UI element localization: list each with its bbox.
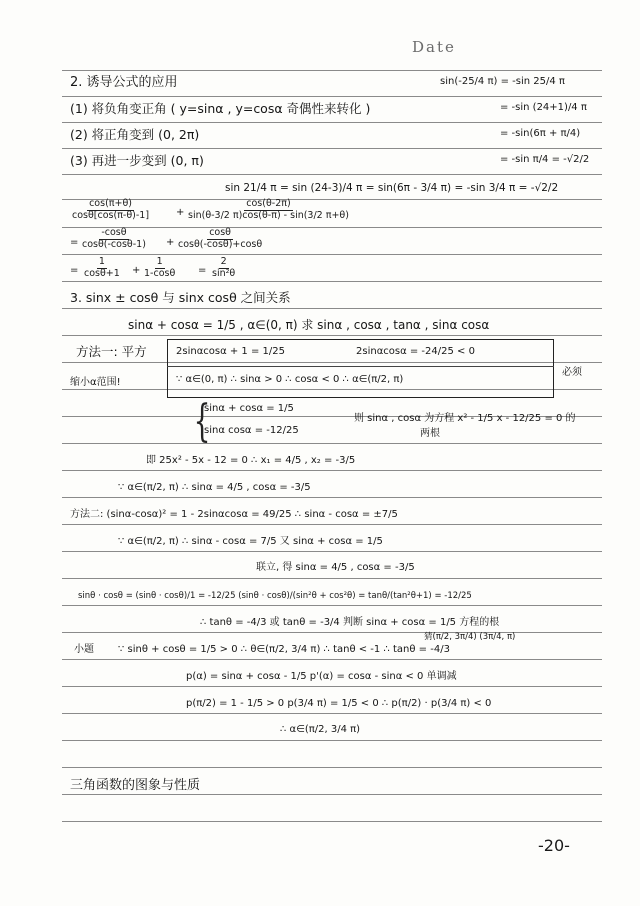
method-2-line-b: ∵ α∈(π/2, π) ∴ sinα - cosα = 7/5 又 sinα + cosα = 1/5 xyxy=(118,536,383,547)
equals-sign: = xyxy=(70,237,79,248)
fraction-4-denominator: cosθ(-cosθ)+cosθ xyxy=(178,238,263,250)
since-line: ∵ α∈(π/2, π) ∴ sinα = 4/5 , cosα = -3/5 xyxy=(118,482,311,493)
fraction-3-numerator: -cosθ xyxy=(101,227,127,238)
ruled-line xyxy=(62,122,602,123)
ruled-line xyxy=(62,605,602,606)
ruled-line xyxy=(62,713,602,714)
tan-line-2: ∴ tanθ = -4/3 或 tanθ = -3/4 判断 sinα + cosα = 1/5 方程的根 xyxy=(200,617,500,628)
fraction-1 xyxy=(70,199,151,222)
fraction-6-numerator: 1 xyxy=(156,256,163,267)
ruled-line xyxy=(62,335,602,336)
worked-result-5: sin 21/4 π = sin (24-3)/4 π = sin(6π - 3/4 π) = -sin 3/4 π = -√2/2 xyxy=(225,182,559,194)
fraction-6 xyxy=(142,257,177,280)
worked-result-3: = -sin(6π + π/4) xyxy=(500,128,581,139)
fraction-1-denominator: cosθ[cos(π-θ)-1] xyxy=(72,209,150,221)
ruled-line xyxy=(62,659,602,660)
equals-sign: = xyxy=(70,265,79,276)
fraction-6-denominator: 1-cosθ xyxy=(144,267,176,279)
problem-statement: sinα + cosα = 1/5 , α∈(0, π) 求 sinα , cosα , tanα , sinα cosα xyxy=(128,318,490,332)
p-values-line: p(π/2) = 1 - 1/5 > 0 p(3/4 π) = 1/5 < 0 ∴ p(π/2) · p(3/4 π) < 0 xyxy=(186,698,492,709)
ruled-line xyxy=(62,174,602,175)
fraction-2 xyxy=(186,199,351,222)
ruled-line xyxy=(62,443,602,444)
section-2-step-3: (3) 再进一步变到 (0, π) xyxy=(70,153,204,168)
ruled-line xyxy=(62,686,602,687)
plus-sign: + xyxy=(166,237,175,248)
fraction-7 xyxy=(210,257,237,280)
fraction-3-denominator: cosθ(-cosθ-1) xyxy=(82,238,146,250)
must-note: 必须 xyxy=(562,367,582,378)
tan-line-1: sinθ · cosθ = (sinθ · cosθ)/1 = -12/25 (sinθ · cosθ)/(sin²θ + cos²θ) = tanθ/(tan²θ+1) = -12/25 xyxy=(78,591,472,601)
ruled-line xyxy=(62,497,602,498)
ruled-line xyxy=(62,308,602,309)
ruled-line xyxy=(62,70,602,71)
method-1-label: 方法一: 平方 xyxy=(76,344,147,359)
system-eq-1: sinα + cosα = 1/5 xyxy=(204,403,294,414)
section-2-step-1: (1) 将负角变正角 ( y=sinα , y=cosα 奇偶性来转化 ) xyxy=(70,101,371,116)
worked-result-1: sin(-25/4 π) = -sin 25/4 π xyxy=(440,76,565,87)
date-header: Date xyxy=(412,38,456,56)
fraction-4-numerator: cosθ xyxy=(209,227,231,238)
fraction-7-denominator: sin²θ xyxy=(212,267,236,279)
fraction-4 xyxy=(176,228,264,251)
method-1-eq-2: 2sinαcosα = -24/25 < 0 xyxy=(356,346,475,357)
worked-result-4: = -sin π/4 = -√2/2 xyxy=(500,154,590,165)
alpha-range-line: ∴ α∈(π/2, 3/4 π) xyxy=(280,724,361,735)
fraction-7-numerator: 2 xyxy=(220,256,227,267)
ruled-line xyxy=(62,148,602,149)
shrink-range-note: 缩小α范围! xyxy=(70,377,121,388)
method-1-range: ∵ α∈(0, π) ∴ sinα > 0 ∴ cosα < 0 ∴ α∈(π/2, π) xyxy=(176,374,404,385)
system-eq-2: sinα cosα = -12/25 xyxy=(204,425,299,436)
method-1-eq-1: 2sinαcosα + 1 = 1/25 xyxy=(176,346,285,357)
plus-sign: + xyxy=(176,207,185,218)
ruled-line xyxy=(62,632,602,633)
ruled-line xyxy=(62,740,602,741)
box-divider xyxy=(167,366,554,367)
fraction-5-denominator: cosθ+1 xyxy=(84,267,120,279)
fraction-2-denominator: sin(θ-3/2 π)cos(θ-π) - sin(3/2 π+θ) xyxy=(188,209,349,221)
section-3-title: 3. sinx ± cosθ 与 sinx cosθ 之间关系 xyxy=(70,290,291,305)
tan-note: 猜(π/2, 3π/4) (3π/4, π) xyxy=(424,632,516,642)
ruled-line xyxy=(62,794,602,795)
small-question-label: 小题 xyxy=(74,644,94,655)
system-brace: { xyxy=(193,396,211,447)
ruled-line xyxy=(62,551,602,552)
small-question-line: ∵ sinθ + cosθ = 1/5 > 0 ∴ θ∈(π/2, 3/4 π) ∴ tanθ < -1 ∴ tanθ = -4/3 xyxy=(118,644,450,655)
ruled-line xyxy=(62,821,602,822)
solve-line: 联立, 得 sinα = 4/5 , cosα = -3/5 xyxy=(256,562,415,573)
fraction-2-numerator: cos(θ-2π) xyxy=(246,198,291,209)
method-2-line: 方法二: (sinα-cosα)² = 1 - 2sinαcosα = 49/25 ∴ sinα - cosα = ±7/5 xyxy=(70,509,398,520)
system-note-2: 两根 xyxy=(420,428,440,439)
fraction-1-numerator: cos(π+θ) xyxy=(89,198,132,209)
worked-result-2: = -sin (24+1)/4 π xyxy=(500,102,587,113)
ruled-line xyxy=(62,524,602,525)
ruled-line xyxy=(62,254,602,255)
roots-line: 即 25x² - 5x - 12 = 0 ∴ x₁ = 4/5 , x₂ = -3/5 xyxy=(146,455,356,466)
section-4-title: 三角函数的图象与性质 xyxy=(70,778,201,793)
equals-sign: = xyxy=(198,265,207,276)
fraction-5 xyxy=(82,257,122,280)
section-2-step-2: (2) 将正角变到 (0, 2π) xyxy=(70,127,200,142)
fraction-3 xyxy=(80,228,148,251)
ruled-line xyxy=(62,281,602,282)
plus-sign: + xyxy=(132,265,141,276)
section-2-title: 2. 诱导公式的应用 xyxy=(70,75,178,90)
ruled-line xyxy=(62,578,602,579)
page-number: -20- xyxy=(538,836,570,855)
ruled-line xyxy=(62,470,602,471)
p-function-line: p(α) = sinα + cosα - 1/5 p'(α) = cosα - sinα < 0 单调减 xyxy=(186,671,457,682)
system-note: 则 sinα , cosα 为方程 x² - 1/5 x - 12/25 = 0 的 xyxy=(354,413,576,424)
fraction-5-numerator: 1 xyxy=(98,256,105,267)
ruled-line xyxy=(62,767,602,768)
ruled-line xyxy=(62,96,602,97)
